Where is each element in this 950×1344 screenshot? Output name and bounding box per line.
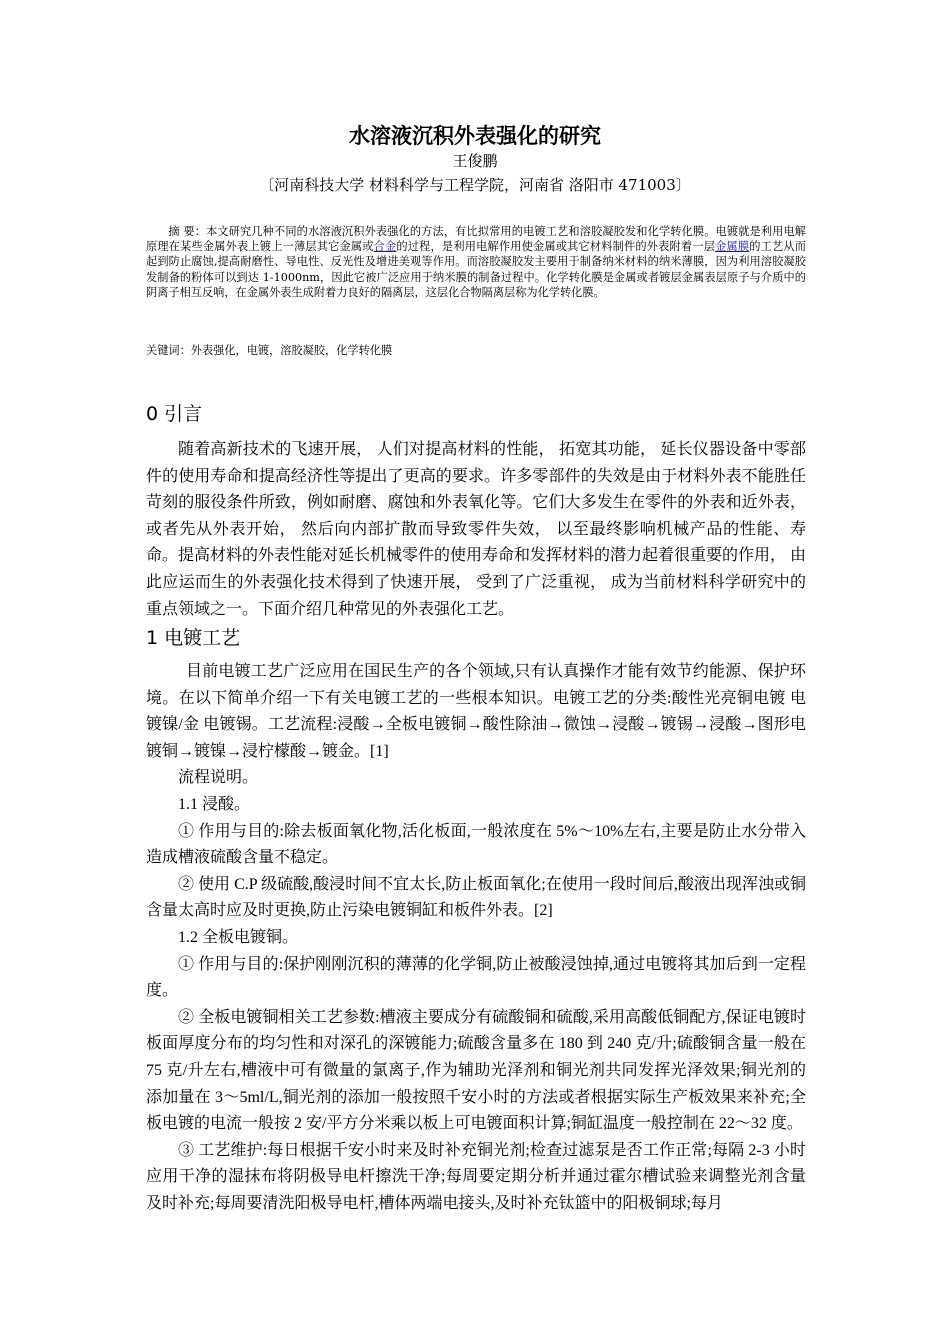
paragraph: ① 作用与目的:除去板面氧化物,活化板面,一般浓度在 5%～10%左右,主要是防止水分带入造成槽液硫酸含量不稳定。 xyxy=(146,822,806,867)
abstract xyxy=(146,224,806,300)
keywords-label: 关键词： xyxy=(146,344,191,357)
author-name: 王俊鹏 xyxy=(452,152,498,170)
section-heading-introduction: 0 引言 xyxy=(146,403,203,425)
abstract-link-metal-film[interactable]: 金属膜 xyxy=(715,240,750,254)
paragraph: 1.1 浸酸。 xyxy=(178,795,251,813)
paragraph: ② 使用 C.P 级硫酸,酸浸时间不宜太长,防止板面氧化;在使用一段时间后,酸液出现浑浊或铜含量太高时应及时更换,防止污染电镀铜缸和板件外表。[2] xyxy=(146,875,806,920)
section-introduction-body xyxy=(146,437,806,623)
abstract-text-a: 本文研究几种不同的水溶液沉积外表强化的方法，有比拟常用的电镀工艺和溶胶凝胶发和化学转化膜。电镀就是利用电解原理在某些金属外表上镀上一薄层其它金属或 xyxy=(146,225,806,254)
paragraph: 1.2 全板电镀铜。 xyxy=(178,928,299,946)
keywords-text: 外表强化，电镀，溶胶凝胶，化学转化膜 xyxy=(190,344,393,357)
paragraph: 流程说明。 xyxy=(178,769,259,787)
abstract-link-alloy[interactable]: 合金 xyxy=(373,240,397,254)
paragraph: ① 作用与目的:保护刚刚沉积的薄薄的化学铜,防止被酸浸蚀掉,通过电镀将其加后到一定程度。 xyxy=(146,955,806,1000)
abstract-text-c: 的工艺从而起到防止腐蚀,提高耐磨性、导电性、反光性及增进美观等作用。而溶胶凝胶发主要用于制备纳米材料的纳米薄膜，因为利用溶胶凝胶发制备的粉体可以到达 1-1000nm，因此它被广泛应用于纳米膜的制备过程中。化学转化膜是金属或者镀层金属表层原子与介质中的阴离子相互反响，在金属外表生成附着力良好的隔离层，这层化合物隔离层称为化学转化膜。 xyxy=(146,240,806,299)
abstract-label: 摘 要： xyxy=(168,225,207,238)
paragraph: 目前电镀工艺广泛应用在国民生产的各个领域,只有认真操作才能有效节约能源、保护环境。在以下简单介绍一下有关电镀工艺的一些根本知识。电镀工艺的分类:酸性光亮铜电镀 电镀镍/金 电镀锡。工艺流程:浸酸→全板电镀铜→酸性除油→微蚀→浸酸→镀锡→浸酸→图形电镀铜→镀镍→浸柠檬酸→镀金。[1] xyxy=(146,663,806,760)
keywords xyxy=(146,343,806,359)
author-affiliation: 〔河南科技大学 材料科学与工程学院，河南省 洛阳市 471003〕 xyxy=(259,176,691,194)
section-electroplating-body xyxy=(146,659,806,1217)
abstract-text-b: 的过程，是利用电解作用使金属或其它材料制件的外表附着一层 xyxy=(396,240,716,254)
paragraph: 随着高新技术的飞速开展， 人们对提高材料的性能， 拓宽其功能， 延长仪器设备中零部件的使用寿命和提高经济性等提出了更高的要求。许多零部件的失效是由于材料外表不能胜任苛刻的服役条件所致，例如耐磨、腐蚀和外表氧化等。它们大多发生在零件的外表和近外表， 或者先从外表开始， 然后向内部扩散而导致零件失效， 以至最终影响机械产品的性能、寿命。提高材料的外表性能对延长机械零件的使用寿命和发挥材料的潜力起着很重要的作用， 由此应运而生的外表强化技术得到了快速开展， 受到了广泛重视， 成为当前材料科学研究中的重点领域之一。下面介绍几种常见的外表强化工艺。 xyxy=(146,441,807,618)
paragraph: ③ 工艺维护:每日根据千安小时来及时补充铜光剂;检查过滤泵是否工作正常;每隔 2-3 小时应用干净的湿抹布将阴极导电杆擦洗干净;每周要定期分析并通过霍尔槽试验来调整光剂含量及时补充;每周要清洗阳极导电杆,槽体两端电接头,及时补充钛篮中的阳极铜球;每月 xyxy=(146,1141,806,1212)
section-heading-electroplating: 1 电镀工艺 xyxy=(146,627,241,649)
paper-title: 水溶液沉积外表强化的研究 xyxy=(349,124,601,148)
paragraph: ② 全板电镀铜相关工艺参数:槽液主要成分有硫酸铜和硫酸,采用高酸低铜配方,保证电镀时板面厚度分布的均匀性和对深孔的深镀能力;硫酸含量多在 180 到 240 克/升;硫酸铜含量一般在 75 克/升左右,槽液中可有微量的氯离子,作为辅助光泽剂和铜光剂共同发挥光泽效果;铜光剂的添加量在 3～5ml/L,铜光剂的添加一般按照千安小时的方法或者根据实际生产板效果来补充;全板电镀的电流一般按 2 安/平方分米乘以板上可电镀面积计算;铜缸温度一般控制在 22～32 度。 xyxy=(146,1008,806,1133)
